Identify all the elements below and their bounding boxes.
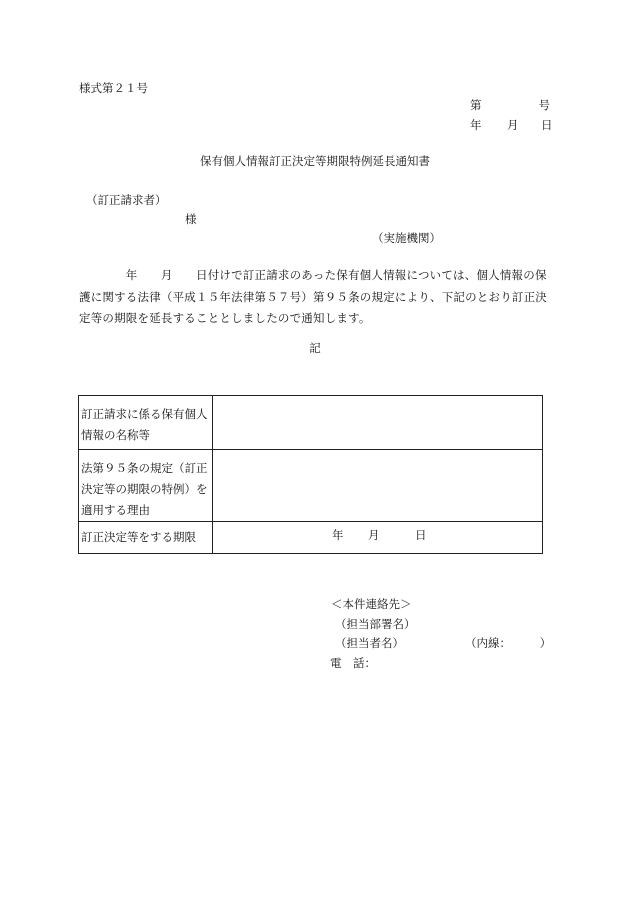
table-row [79,396,543,450]
deadline-day: 日 [415,527,427,542]
ki-heading: 記 [309,341,321,355]
contact-heading: ＜本件連絡先＞ [331,597,412,611]
doc-number-suffix: 号 [538,98,550,112]
table-row [79,450,543,522]
agency-label: （実施機関） [372,231,441,245]
form-number: 様式第２１号 [79,81,148,95]
row-value-reason [213,450,543,522]
deadline-month: 月 [368,527,380,542]
contact-extension: （内線： ） [465,636,552,650]
row-value-info-name [213,396,543,450]
issue-year: 年 [470,118,482,132]
row-label-reason: 法第９５条の規定（訂正決定等の期限の特例）を適用する理由 [79,450,213,522]
doc-number-prefix: 第 [470,98,482,112]
document-title: 保有個人情報訂正決定等期限特例延長通知書 [200,154,430,168]
issue-month: 月 [507,118,519,132]
contact-dept: （担当部署名） [335,617,416,631]
row-label-info-name: 訂正請求に係る保有個人情報の名称等 [79,396,213,450]
body-paragraph: 年 月 日付けで訂正請求のあった保有個人情報については、個人情報の保護に関する法律（平成１５年法律第５７号）第９５条の規定により、下記のとおり訂正決定等の期限を延長することとしましたので通知します。 [79,268,547,325]
row-label-deadline: 訂正決定等をする期限 [79,522,213,554]
info-table [78,395,543,554]
table-row [79,522,543,554]
honorific: 様 [185,212,197,226]
issue-day: 日 [541,118,553,132]
contact-person: （担当者名） [335,636,404,650]
row-value-deadline [213,522,543,554]
contact-phone: 電 話： [330,656,376,670]
deadline-year: 年 [332,527,344,542]
requester-label: （訂正請求者） [86,193,167,207]
